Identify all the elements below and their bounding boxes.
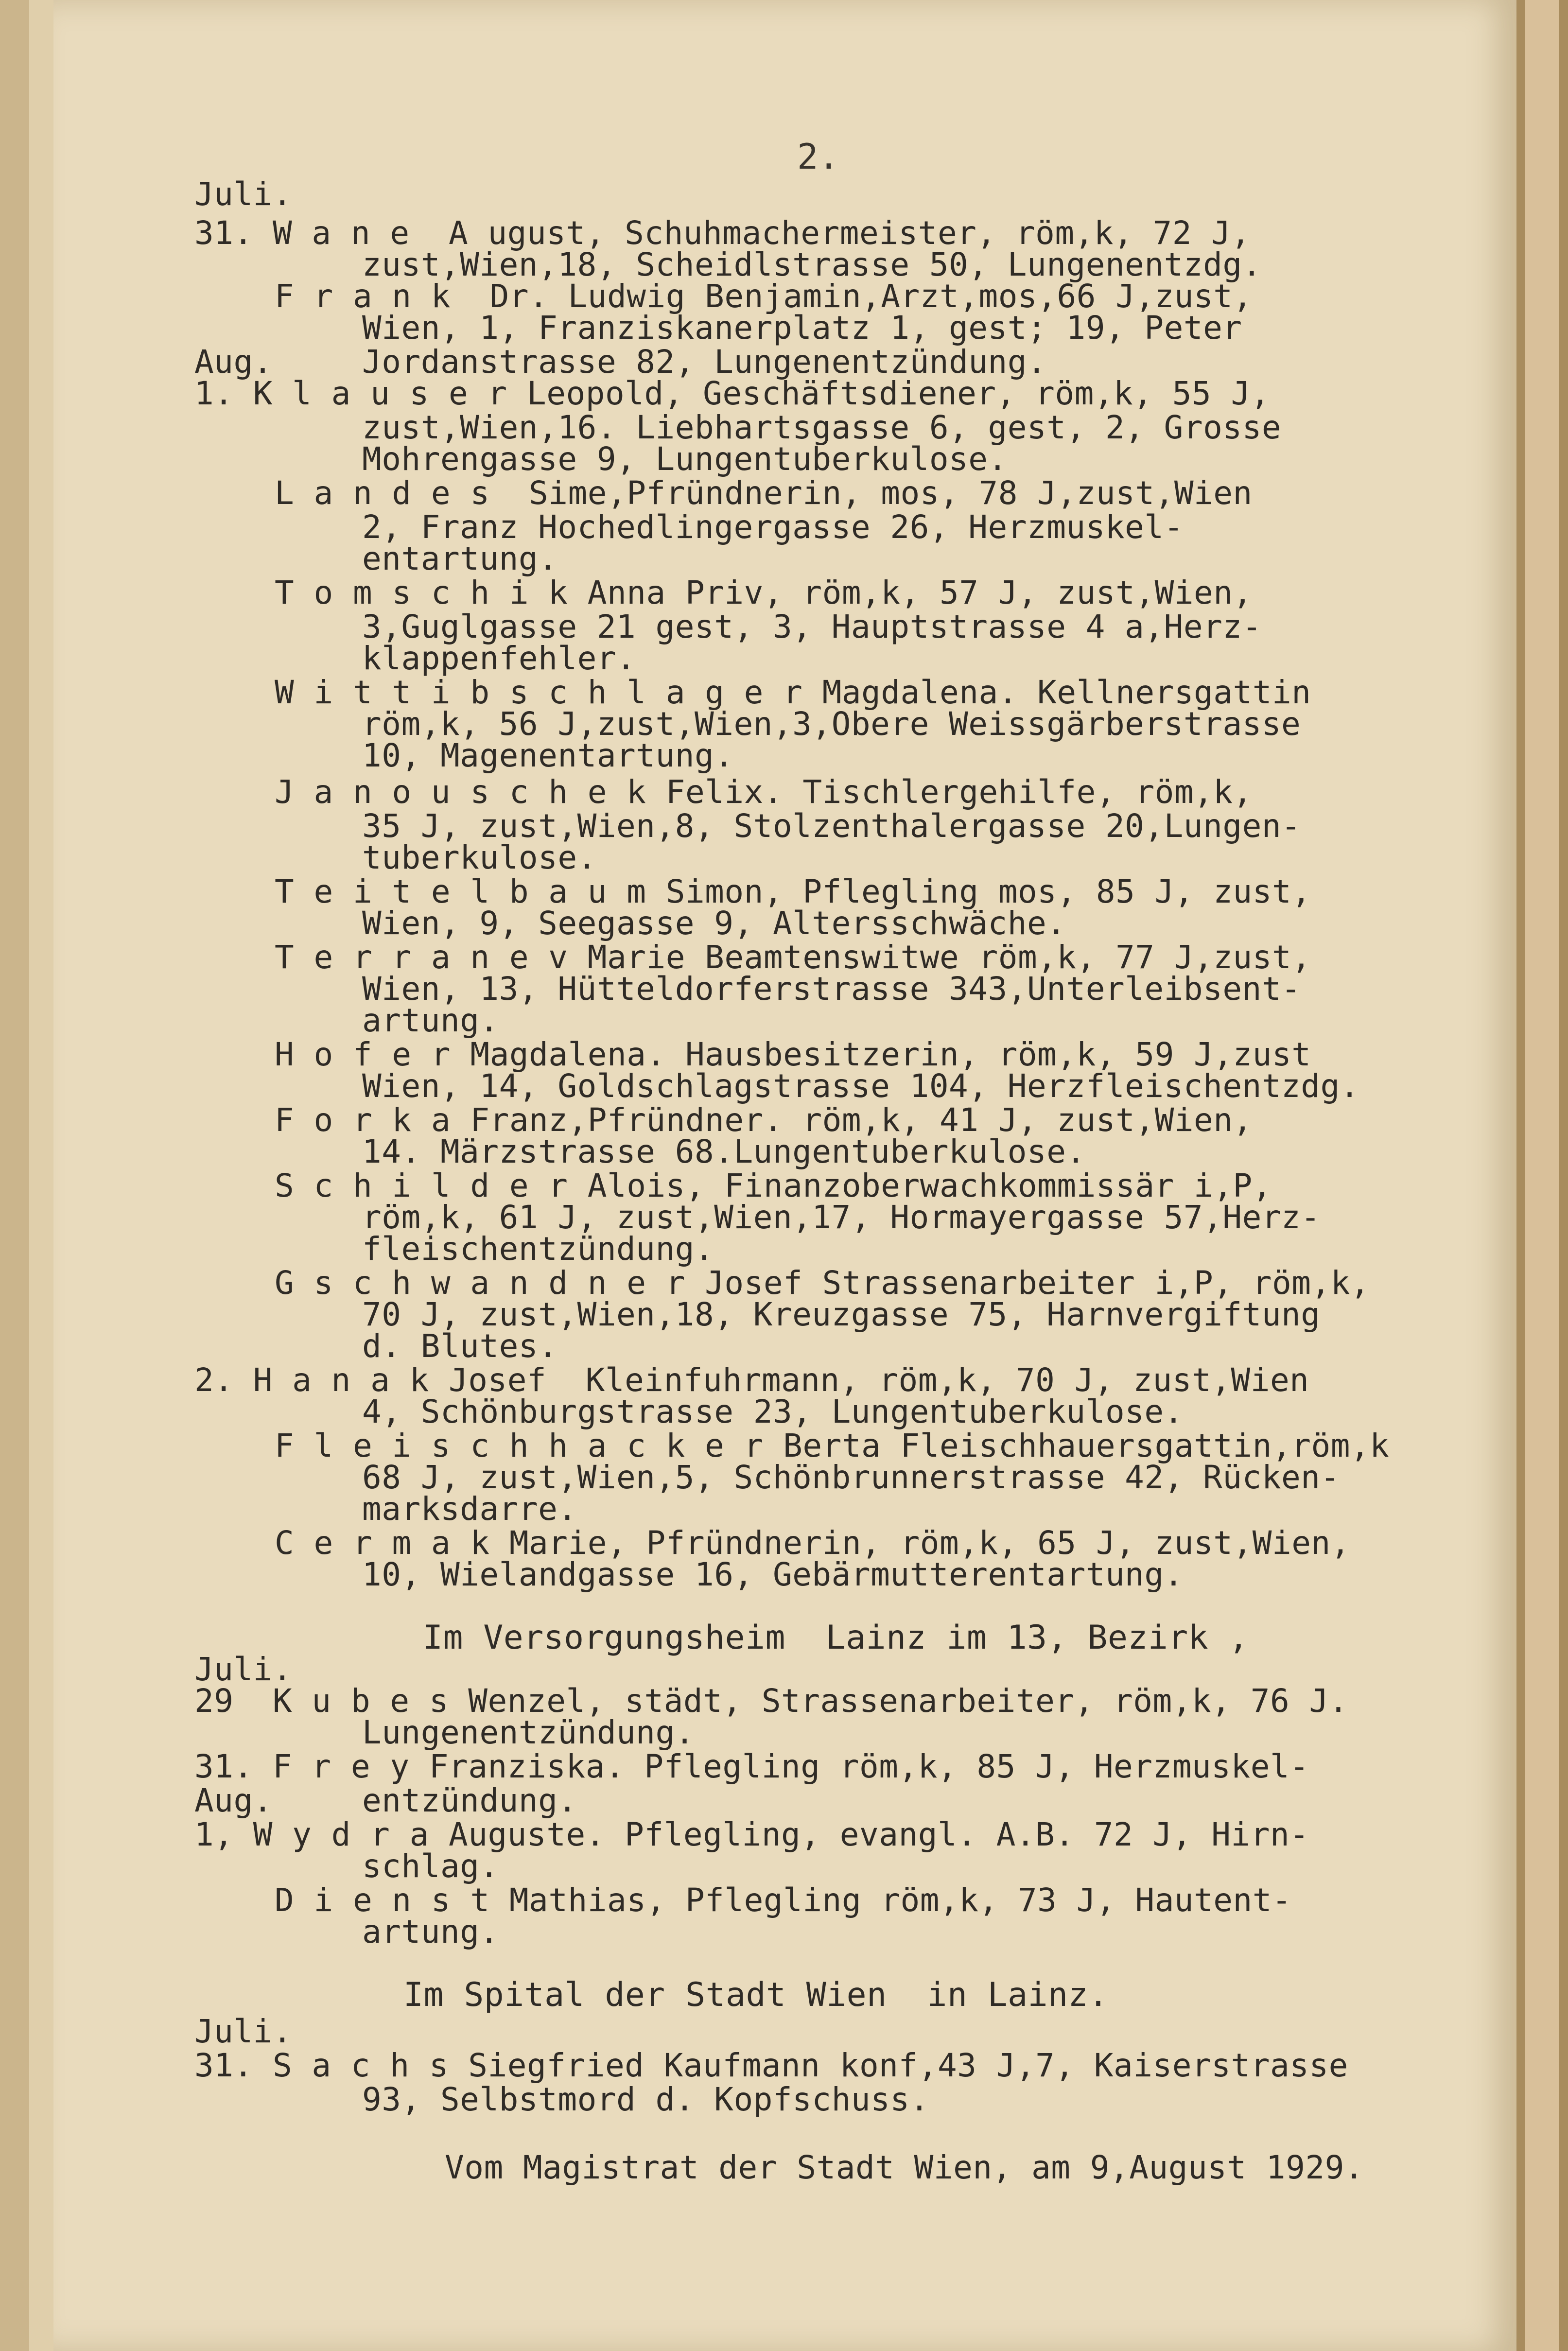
entry-line: tuberkulose. bbox=[362, 839, 597, 876]
entry-line: 31. W a n e A ugust, Schuhmachermeister, röm,k, 72 J, bbox=[194, 214, 1251, 252]
entry-line: T e r r a n e v Marie Beamtenswitwe röm,k, 77 J,zust, bbox=[275, 939, 1311, 976]
section-heading: Im Versorgungsheim Lainz im 13, Bezirk , bbox=[423, 1619, 1249, 1657]
page-number: 2. bbox=[797, 136, 839, 177]
entry-line: Wien, 14, Goldschlagstrasse 104, Herzfleischentzdg. bbox=[362, 1067, 1360, 1105]
entry-line: T e i t e l b a u m Simon, Pflegling mos, 85 J, zust, bbox=[275, 873, 1311, 910]
entry-line: Wien, 13, Hütteldorferstrasse 343,Unterleibsent- bbox=[362, 970, 1301, 1008]
entry-line: 10, Magenentartung. bbox=[362, 737, 734, 774]
entry-line: 1, W y d r a Auguste. Pflegling, evangl. A.B. 72 J, Hirn- bbox=[194, 1816, 1309, 1853]
entry-line: C e r m a k Marie, Pfründnerin, röm,k, 65 J, zust,Wien, bbox=[275, 1524, 1350, 1562]
entry-line: schlag. bbox=[362, 1847, 499, 1885]
signature-line: Vom Magistrat der Stadt Wien, am 9,August 1929. bbox=[445, 2149, 1364, 2186]
entry-line: fleischentzündung. bbox=[362, 1230, 714, 1268]
entry-line: d. Blutes. bbox=[362, 1327, 558, 1365]
entry-line: 2. H a n a k Josef Kleinfuhrmann, röm,k, 70 J, zust,Wien bbox=[194, 1361, 1309, 1399]
entry-line: W i t t i b s c h l a g e r Magdalena. Kellnersgattin bbox=[275, 674, 1311, 711]
entry-line: entartung. bbox=[362, 540, 558, 577]
entry-line: F l e i s c h h a c k e r Berta Fleischhauersgattin,röm,k bbox=[275, 1427, 1390, 1464]
entry-line: Lungenentzündung. bbox=[362, 1714, 695, 1751]
month-label: Juli. bbox=[194, 2013, 293, 2050]
entry-line: marksdarre. bbox=[362, 1490, 577, 1528]
entry-line: artung. bbox=[362, 1913, 499, 1950]
entry-line: J a n o u s c h e k Felix. Tischlergehilfe, röm,k, bbox=[275, 773, 1253, 811]
entry-line: L a n d e s Sime,Pfründnerin, mos, 78 J,zust,Wien bbox=[275, 474, 1253, 512]
entry-line: zust,Wien,18, Scheidlstrasse 50, Lungenentzdg. bbox=[362, 246, 1262, 283]
entry-line: Mohrengasse 9, Lungentuberkulose. bbox=[362, 440, 1008, 478]
entry-line: Jordanstrasse 82, Lungenentzündung. bbox=[362, 343, 1047, 381]
month-label: Juli. bbox=[194, 175, 293, 213]
entry-line: 93, Selbstmord d. Kopfschuss. bbox=[362, 2081, 929, 2118]
entry-line: F r a n k Dr. Ludwig Benjamin,Arzt,mos,66 J,zust, bbox=[275, 278, 1253, 315]
entry-line: 10, Wielandgasse 16, Gebärmutterentartung. bbox=[362, 1556, 1184, 1593]
entry-line: Wien, 9, Seegasse 9, Altersschwäche. bbox=[362, 905, 1066, 942]
entry-line: artung. bbox=[362, 1002, 499, 1039]
month-label: Aug. bbox=[194, 343, 273, 381]
entry-line: 70 J, zust,Wien,18, Kreuzgasse 75, Harnvergiftung bbox=[362, 1296, 1321, 1333]
entry-line: 68 J, zust,Wien,5, Schönbrunnerstrasse 42, Rücken- bbox=[362, 1459, 1340, 1496]
month-label: Aug. bbox=[194, 1782, 273, 1819]
entry-line: Wien, 1, Franziskanerplatz 1, gest; 19, Peter bbox=[362, 309, 1242, 347]
entry-line: 35 J, zust,Wien,8, Stolzenthalergasse 20,Lungen- bbox=[362, 807, 1301, 845]
entry-line: D i e n s t Mathias, Pflegling röm,k, 73 J, Hautent- bbox=[275, 1881, 1292, 1919]
entry-line: klappenfehler. bbox=[362, 640, 636, 677]
entry-line: 31. F r e y Franziska. Pflegling röm,k, 85 J, Herzmuskel- bbox=[194, 1748, 1309, 1785]
entry-line: röm,k, 61 J, zust,Wien,17, Hormayergasse 57,Herz- bbox=[362, 1199, 1321, 1236]
entry-line: H o f e r Magdalena. Hausbesitzerin, röm,k, 59 J,zust bbox=[275, 1036, 1311, 1073]
entry-line: 3,Guglgasse 21 gest, 3, Hauptstrasse 4 a,Herz- bbox=[362, 608, 1262, 645]
entry-line: G s c h w a n d n e r Josef Strassenarbeiter i,P, röm,k, bbox=[275, 1264, 1370, 1302]
entry-line: 31. S a c h s Siegfried Kaufmann konf,43 J,7, Kaiserstrasse bbox=[194, 2047, 1348, 2084]
entry-line: entzündung. bbox=[362, 1782, 577, 1819]
entry-line: 29 K u b e s Wenzel, städt, Strassenarbeiter, röm,k, 76 J. bbox=[194, 1682, 1348, 1720]
entry-line: 2, Franz Hochedlingergasse 26, Herzmuskel- bbox=[362, 508, 1184, 546]
entry-line: S c h i l d e r Alois, Finanzoberwachkommissär i,P, bbox=[275, 1167, 1272, 1204]
entry-line: 1. K l a u s e r Leopold, Geschäftsdiener, röm,k, 55 J, bbox=[194, 375, 1270, 412]
entry-line: zust,Wien,16. Liebhartsgasse 6, gest, 2, Grosse bbox=[362, 409, 1282, 446]
month-label: Juli. bbox=[194, 1651, 293, 1688]
section-heading: Im Spital der Stadt Wien in Lainz. bbox=[403, 1976, 1109, 2014]
entry-line: röm,k, 56 J,zust,Wien,3,Obere Weissgärberstrasse bbox=[362, 705, 1301, 743]
entry-line: T o m s c h i k Anna Priv, röm,k, 57 J, zust,Wien, bbox=[275, 574, 1253, 611]
entry-line: F o r k a Franz,Pfründner. röm,k, 41 J, zust,Wien, bbox=[275, 1101, 1253, 1139]
entry-line: 4, Schönburgstrasse 23, Lungentuberkulose. bbox=[362, 1393, 1184, 1430]
entry-line: 14. Märzstrasse 68.Lungentuberkulose. bbox=[362, 1133, 1086, 1170]
